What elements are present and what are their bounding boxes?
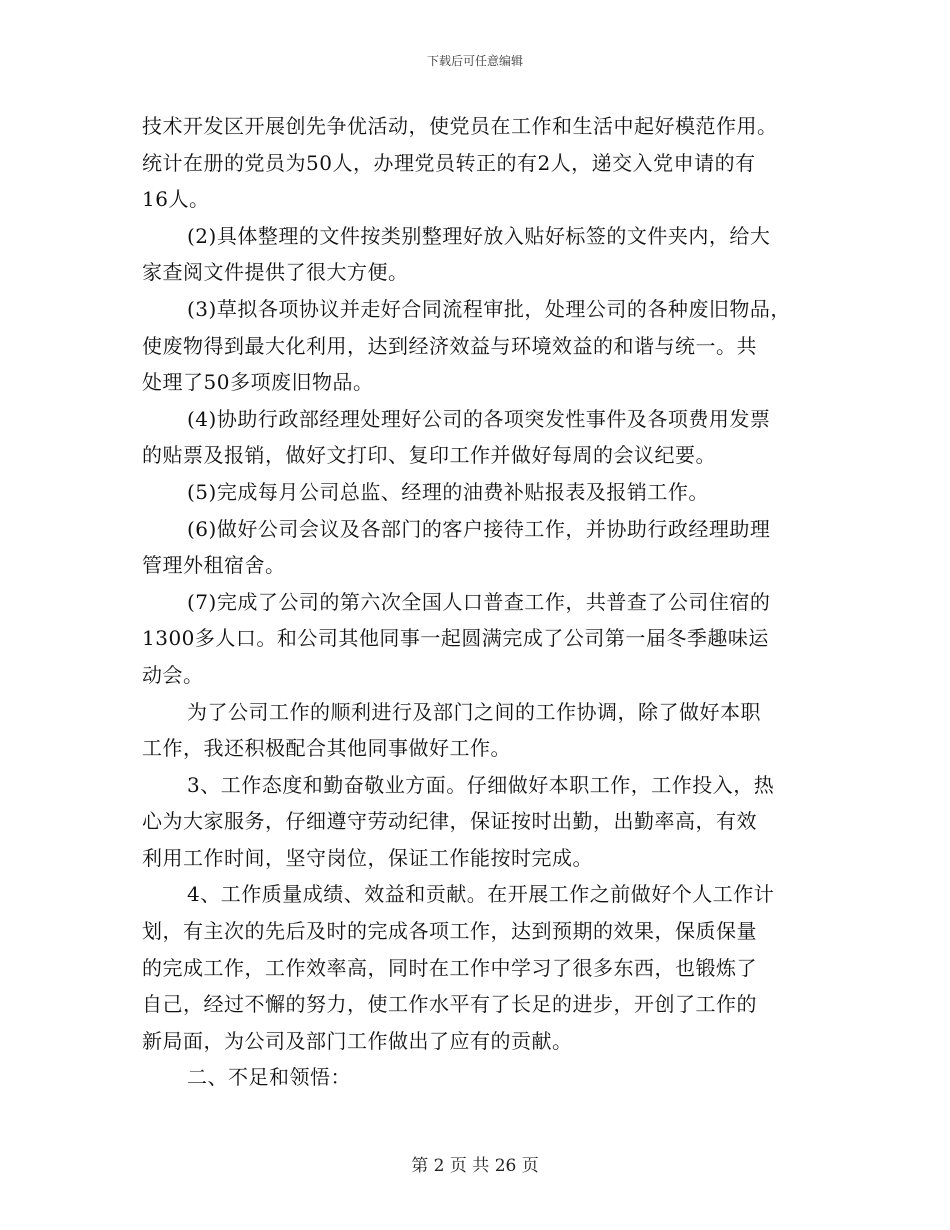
text-line: 家查阅文件提供了很大方便。 (142, 260, 409, 285)
text-line: 管理外租宿舍。 (142, 553, 286, 578)
text-line: 的完成工作，工作效率高，同时在工作中学习了很多东西，也锻炼了 (142, 955, 757, 980)
text-line: (3)草拟各项协议并走好合同流程审批，处理公司的各种废旧物品， (187, 296, 791, 321)
text-line: (2)具体整理的文件按类别整理好放入贴好标签的文件夹内，给大 (187, 223, 771, 248)
text-line: (6)做好公司会议及各部门的客户接待工作，并协助行政经理助理 (187, 516, 771, 541)
text-line: 的贴票及报销，做好文打印、复印工作并做好每周的会议纪要。 (142, 443, 716, 468)
text-line: 动会。 (142, 662, 204, 687)
text-line: 统计在册的党员为50人，办理党员转正的有2人，递交入党申请的有 (142, 150, 756, 175)
text-line: 利用工作时间，坚守岗位，保证工作能按时完成。 (142, 845, 593, 870)
text-line: 使废物得到最大化利用，达到经济效益与环境效益的和谐与统一。共 (142, 333, 757, 358)
text-line: 处理了50多项废旧物品。 (142, 370, 374, 395)
text-line: 新局面，为公司及部门工作做出了应有的贡献。 (142, 1028, 573, 1053)
text-line: (4)协助行政部经理处理好公司的各项突发性事件及各项费用发票 (187, 406, 771, 431)
section-heading: 二、不足和领悟： (187, 1065, 351, 1090)
text-line: 心为大家服务，仔细遵守劳动纪律，保证按时出勤，出勤率高，有效 (142, 809, 757, 834)
text-line: 16人。 (142, 187, 210, 212)
page-header: 下载后可任意编辑 (426, 54, 523, 68)
text-line: 技术开发区开展创先争优活动，使党员在工作和生活中起好模范作用。 (142, 114, 778, 138)
text-line: (5)完成每月公司总监、经理的油费补贴报表及报销工作。 (187, 479, 709, 504)
text-line: 划，有主次的先后及时的完成各项工作，达到预期的效果，保质保量 (142, 919, 757, 944)
text-line: 3、工作态度和勤奋敬业方面。仔细做好本职工作，工作投入，热 (187, 772, 775, 797)
text-line: 为了公司工作的顺利进行及部门之间的工作协调，除了做好本职 (187, 699, 761, 724)
text-line: (7)完成了公司的第六次全国人口普查工作，共普查了公司住宿的 (187, 589, 771, 614)
text-line: 4、工作质量成绩、效益和贡献。在开展工作之前做好个人工作计 (187, 882, 775, 907)
page-number-footer: 第 2 页 共 26 页 (411, 1156, 539, 1176)
text-line: 1300多人口。和公司其他同事一起圆满完成了公司第一届冬季趣味运 (142, 626, 769, 651)
text-line: 工作，我还积极配合其他同事做好工作。 (142, 736, 511, 761)
document-body (142, 108, 810, 1096)
text-line: 自己，经过不懈的努力，使工作水平有了长足的进步，开创了工作的 (142, 992, 757, 1017)
